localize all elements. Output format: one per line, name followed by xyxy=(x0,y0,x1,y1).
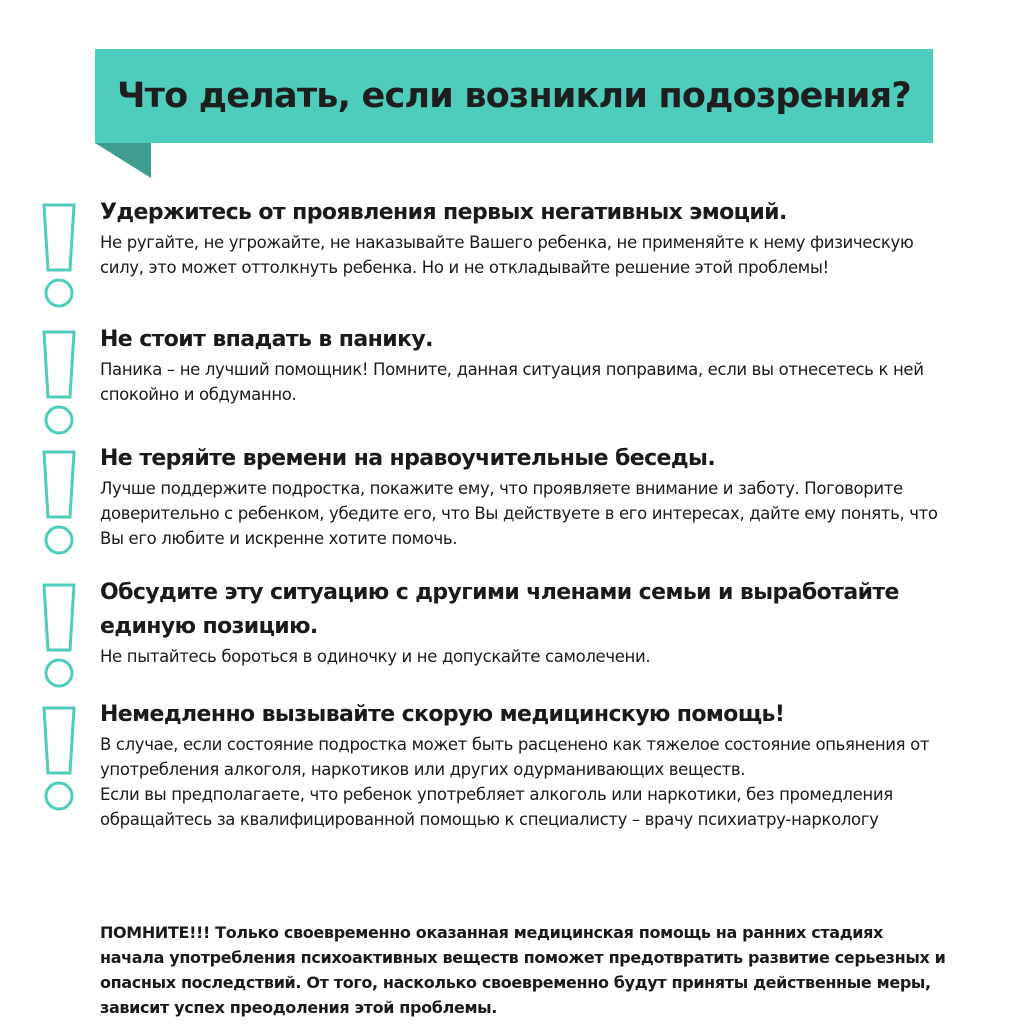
section-paragraph: Если вы предполагаете, что ребенок употребляет алкоголь или наркотики, без промедления обращайтесь за квалифицированной помощью к специалисту – врачу психиатру-наркологу xyxy=(100,785,893,829)
exclamation-mark-icon xyxy=(40,327,78,437)
section-panic xyxy=(100,323,960,407)
remember-note: ПОМНИТЕ!!! Только своевременно оказанная медицинская помощь на ранних стадиях начала употребления психоактивных веществ поможет предотвратить развитие серьезных и опасных последствий. От того, насколько своевременно будут приняты действенные меры, зависит успех преодоления этой проблемы. xyxy=(100,923,946,1017)
exclamation-mark-icon xyxy=(40,580,78,690)
title-banner xyxy=(95,49,933,143)
section-heading: Не теряйте времени на нравоучительные беседы. xyxy=(100,446,716,471)
section-text xyxy=(100,732,960,832)
exclamation-mark-icon xyxy=(40,200,78,310)
banner-fold xyxy=(95,143,151,178)
section-emotions xyxy=(100,196,960,280)
section-heading: Обсудите эту ситуацию с другими членами семьи и выработайте единую позицию. xyxy=(100,580,899,639)
section-paragraph: В случае, если состояние подростка может быть расценено как тяжелое состояние опьянения от употребления алкоголя, наркотиков или других одурманивающих веществ. xyxy=(100,735,930,779)
section-heading: Немедленно вызывайте скорую медицинскую помощь! xyxy=(100,702,785,727)
section-heading: Удержитесь от проявления первых негативных эмоций. xyxy=(100,200,787,225)
section-family xyxy=(100,576,960,669)
section-text: Лучше поддержите подростка, покажите ему, что проявляете внимание и заботу. Поговорите доверительно с ребенком, убедите его, что Вы действуете в его интересах, дайте ему понять, что Вы его любите и искренне хотите помочь. xyxy=(100,479,938,548)
section-ambulance xyxy=(100,698,960,832)
section-text: Не ругайте, не угрожайте, не наказывайте Вашего ребенка, не применяйте к нему физическую силу, это может оттолкнуть ребенка. Но и не откладывайте решение этой проблемы! xyxy=(100,233,914,277)
exclamation-mark-icon xyxy=(40,703,78,813)
section-lectures xyxy=(100,442,960,551)
exclamation-mark-icon xyxy=(40,447,78,557)
section-heading: Не стоит впадать в панику. xyxy=(100,327,433,352)
section-text: Паника – не лучший помощник! Помните, данная ситуация поправима, если вы отнесетесь к ней спокойно и обдуманно. xyxy=(100,360,924,404)
page-title: Что делать, если возникли подозрения? xyxy=(117,76,911,116)
section-text: Не пытайтесь бороться в одиночку и не допускайте самолечени. xyxy=(100,647,651,666)
